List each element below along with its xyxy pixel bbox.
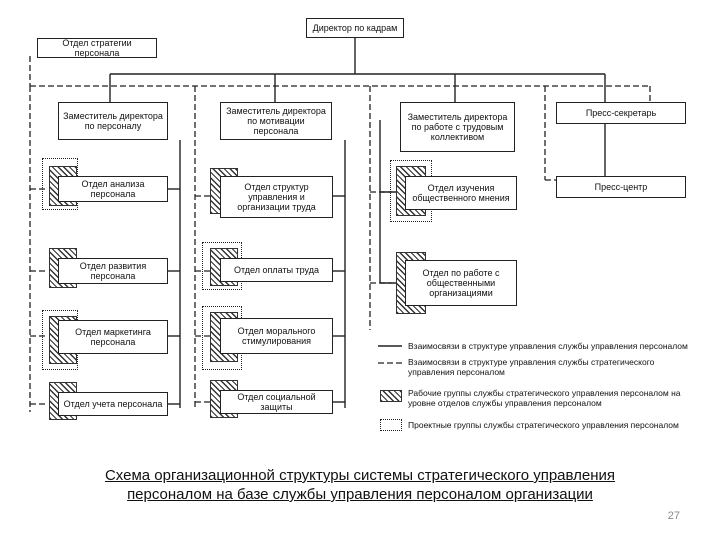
structures-dept-label: Отдел структур управления и организации труда <box>237 182 316 212</box>
public-orgs-dept-label: Отдел по работе с общественными организациями <box>422 268 500 298</box>
deputy-personnel-box <box>58 102 168 140</box>
legend-dotted-text: Проектные группы службы стратегического управления персоналом <box>408 420 679 430</box>
director-label: Директор по кадрам <box>312 23 398 33</box>
marketing-dept-box <box>58 320 168 354</box>
moral-dept-label: Отдел морального стимулирования <box>237 326 316 346</box>
director-box <box>306 18 404 38</box>
accounting-dept-box <box>58 392 168 416</box>
legend-dashed-text: Взаимосвязи в структуре управления службы стратегического управления персоналом <box>408 357 655 377</box>
press-secretary-box <box>556 102 686 124</box>
page-number: 27 <box>667 510 680 522</box>
marketing-dept-label: Отдел маркетинга персонала <box>75 327 151 347</box>
analysis-dept-box <box>58 176 168 202</box>
deputy-personnel-label: Заместитель директора по персоналу <box>63 111 163 131</box>
public-orgs-dept-box <box>405 260 517 306</box>
caption-line-2: персоналом на базе службы управления персоналом организации <box>127 486 593 503</box>
press-center-label: Пресс-центр <box>594 182 648 192</box>
opinion-dept-label: Отдел изучения общественного мнения <box>412 183 510 203</box>
deputy-labor-label: Заместитель директора по работе с трудовым коллективом <box>407 112 508 142</box>
analysis-dept-label: Отдел анализа персонала <box>81 179 145 199</box>
legend-dotted-swatch <box>380 419 402 431</box>
social-dept-box <box>220 390 333 414</box>
legend-hatch-text: Рабочие группы службы стратегического управления персоналом на уровне отделов службы управления персоналом <box>408 388 681 408</box>
structures-dept-box <box>220 176 333 218</box>
caption-line-1: Схема организационной структуры системы стратегического управления <box>104 467 616 484</box>
strategy-dept-box <box>37 38 157 58</box>
deputy-labor-box <box>400 102 515 152</box>
payment-dept-label: Отдел оплаты труда <box>233 265 320 275</box>
figure-caption <box>60 466 660 504</box>
social-dept-label: Отдел социальной защиты <box>237 392 316 412</box>
moral-dept-box <box>220 318 333 354</box>
payment-dept-box <box>220 258 333 282</box>
press-secretary-label: Пресс-секретарь <box>585 108 657 118</box>
strategy-dept-label: Отдел стратегии персонала <box>62 38 132 58</box>
accounting-dept-label: Отдел учета персонала <box>63 399 163 409</box>
development-dept-box <box>58 258 168 284</box>
deputy-motivation-box <box>220 102 332 140</box>
opinion-dept-box <box>405 176 517 210</box>
press-center-box <box>556 176 686 198</box>
deputy-motivation-label: Заместитель директора по мотивации персонала <box>226 106 326 136</box>
development-dept-label: Отдел развития персонала <box>79 261 147 281</box>
legend-solid-text: Взаимосвязи в структуре управления службы управления персоналом <box>408 341 688 351</box>
legend-hatch-swatch <box>380 390 402 402</box>
